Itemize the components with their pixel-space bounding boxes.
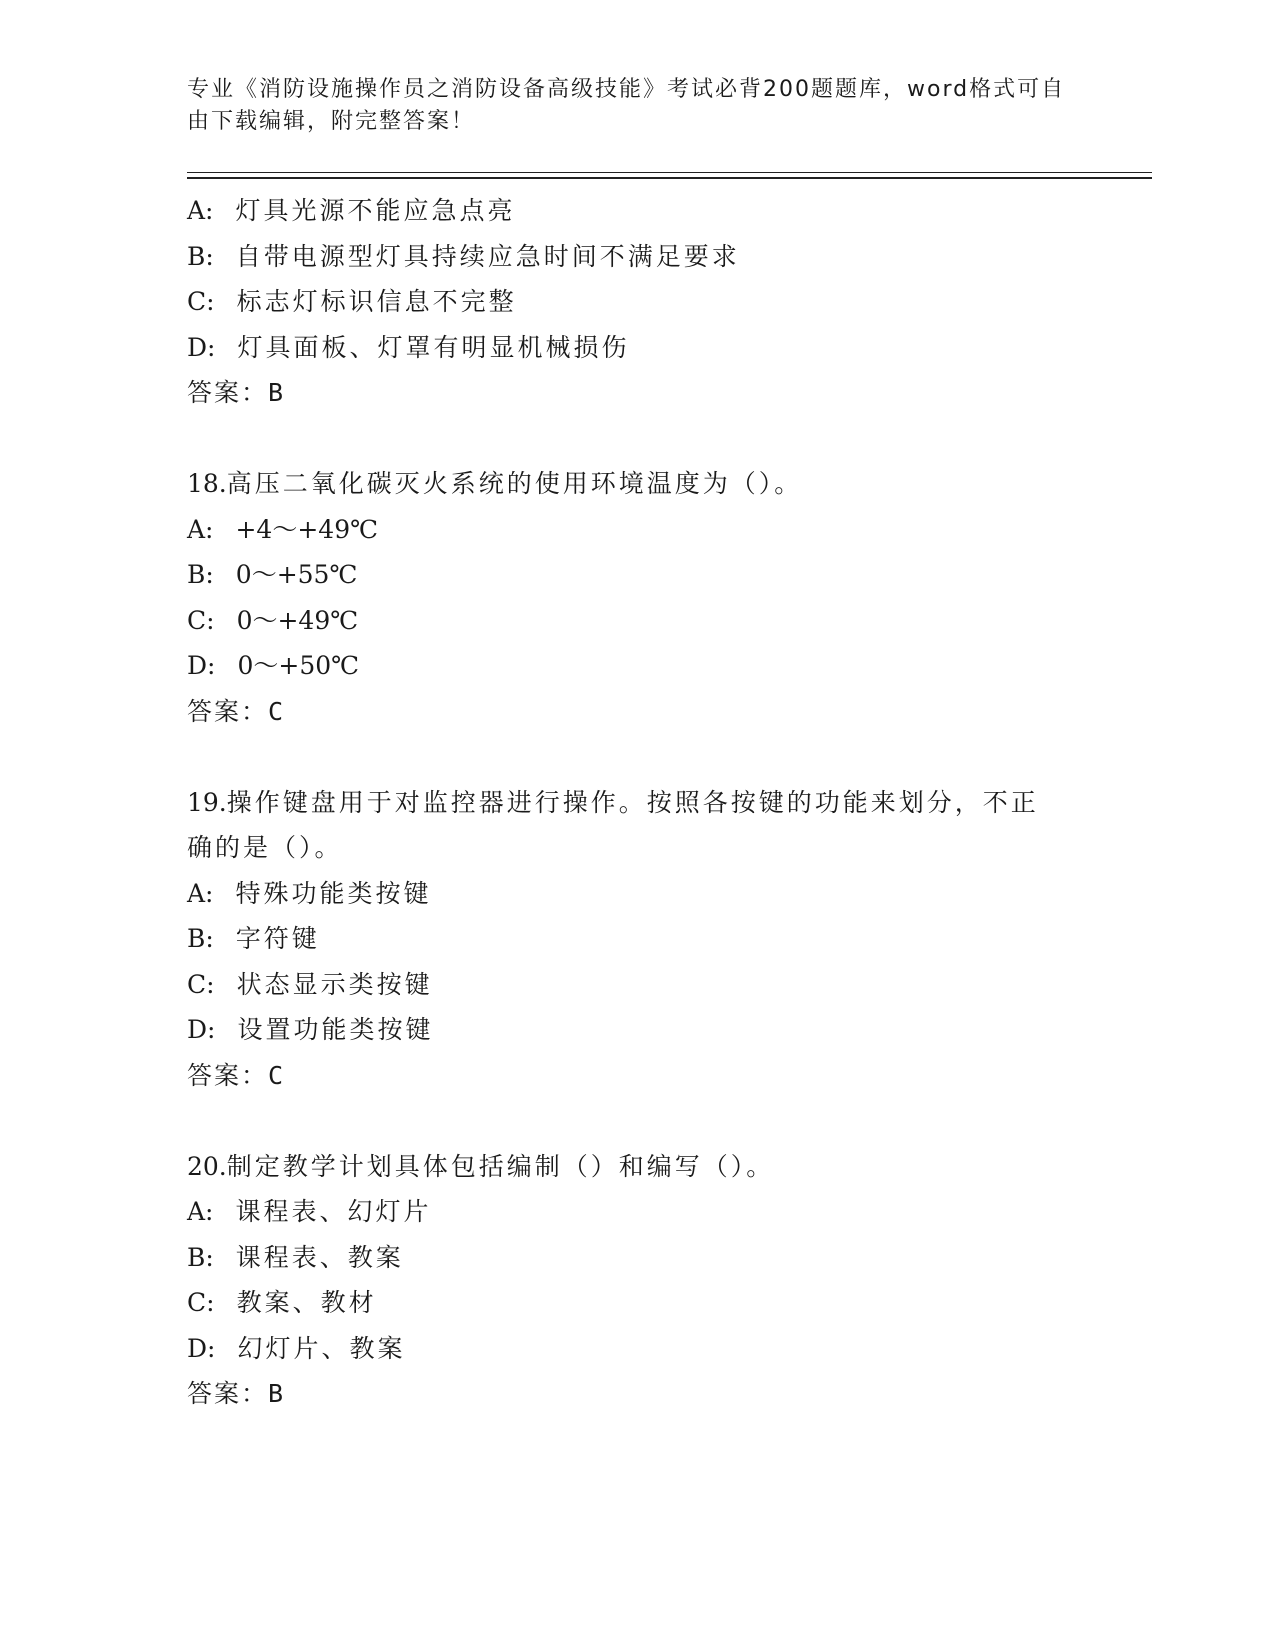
header-rule-thick <box>187 177 1152 179</box>
answer-value: C <box>268 696 286 726</box>
option-key: A: <box>187 514 214 544</box>
question-17 <box>187 188 1087 416</box>
option-c <box>187 279 1087 325</box>
question-title <box>187 780 1087 826</box>
option-text: 标志灯标识信息不完整 <box>236 287 517 316</box>
question-text-line2: 确的是（）。 <box>187 833 343 862</box>
option-d <box>187 643 1087 689</box>
answer-line <box>187 370 1087 416</box>
option-key: B: <box>187 241 214 271</box>
option-key: B: <box>187 924 214 953</box>
option-key: D: <box>187 651 216 680</box>
option-key: C: <box>187 287 215 316</box>
answer-line <box>187 1371 1087 1417</box>
answer-value: B <box>268 1379 286 1408</box>
answer-label: 答案： <box>187 696 269 726</box>
option-c <box>187 962 1087 1008</box>
option-b <box>187 552 1087 598</box>
option-key: A: <box>187 1197 214 1226</box>
option-text: 特殊功能类按键 <box>235 878 432 908</box>
option-a <box>187 1189 1087 1235</box>
answer-label: 答案： <box>187 378 269 407</box>
question-title <box>187 1144 1087 1190</box>
question-text: 高压二氧化碳灭火系统的使用环境温度为（）。 <box>226 469 803 498</box>
option-text: 课程表、教案 <box>235 1242 404 1272</box>
answer-line <box>187 689 1087 735</box>
option-b <box>187 234 1087 280</box>
option-text: 幻灯片、教案 <box>237 1333 406 1363</box>
question-number: 20. <box>187 1151 227 1181</box>
question-20 <box>187 1144 1087 1417</box>
option-key: C: <box>187 969 215 999</box>
option-text: 设置功能类按键 <box>237 1015 434 1044</box>
option-key: B: <box>187 560 214 589</box>
question-19 <box>187 780 1087 1099</box>
answer-label: 答案： <box>187 1379 269 1408</box>
answer-value: C <box>268 1060 286 1090</box>
option-key: C: <box>187 1288 215 1317</box>
option-text: 课程表、幻灯片 <box>235 1197 432 1226</box>
option-key: B: <box>187 1242 214 1272</box>
option-text: 教案、教材 <box>236 1288 377 1317</box>
answer-line <box>187 1053 1087 1099</box>
option-key: C: <box>187 605 215 635</box>
question-18 <box>187 461 1087 734</box>
document-header: 专业《消防设施操作员之消防设备高级技能》考试必背200题题库，word格式可自由下载编辑，附完整答案！ <box>187 77 1066 134</box>
option-d <box>187 1007 1087 1053</box>
option-text: 0～+50℃ <box>237 651 360 680</box>
option-text: 字符键 <box>235 924 320 953</box>
option-b <box>187 916 1087 962</box>
question-number: 19. <box>187 787 227 817</box>
question-list <box>187 188 1087 1417</box>
header-rule-thin <box>187 172 1152 173</box>
option-key: A: <box>187 878 214 908</box>
option-key: D: <box>187 1015 216 1044</box>
option-key: D: <box>187 1333 216 1363</box>
option-a <box>187 188 1087 234</box>
answer-value: B <box>268 378 286 407</box>
answer-label: 答案： <box>187 1060 269 1090</box>
option-text: 0～+49℃ <box>236 605 359 635</box>
option-d <box>187 1326 1087 1372</box>
question-number: 18. <box>187 469 227 498</box>
option-text: 0～+55℃ <box>235 560 358 589</box>
option-a <box>187 871 1087 917</box>
question-title <box>187 461 1087 507</box>
option-text: 状态显示类按键 <box>236 969 433 999</box>
option-c <box>187 598 1087 644</box>
option-key: A: <box>187 196 214 225</box>
question-text-line1: 操作键盘用于对监控器进行操作。按照各按键的功能来划分，不正 <box>226 787 1039 817</box>
question-text: 制定教学计划具体包括编制（）和编写（）。 <box>226 1151 775 1181</box>
option-text: 自带电源型灯具持续应急时间不满足要求 <box>235 241 740 271</box>
option-key: D: <box>187 332 216 362</box>
option-b <box>187 1235 1087 1281</box>
option-c <box>187 1280 1087 1326</box>
question-title-cont <box>187 825 1087 871</box>
option-text: 灯具面板、灯罩有明显机械损伤 <box>237 332 630 362</box>
option-text: 灯具光源不能应急点亮 <box>235 196 516 225</box>
option-d <box>187 325 1087 371</box>
option-a <box>187 507 1087 553</box>
option-text: +4～+49℃ <box>235 514 379 544</box>
